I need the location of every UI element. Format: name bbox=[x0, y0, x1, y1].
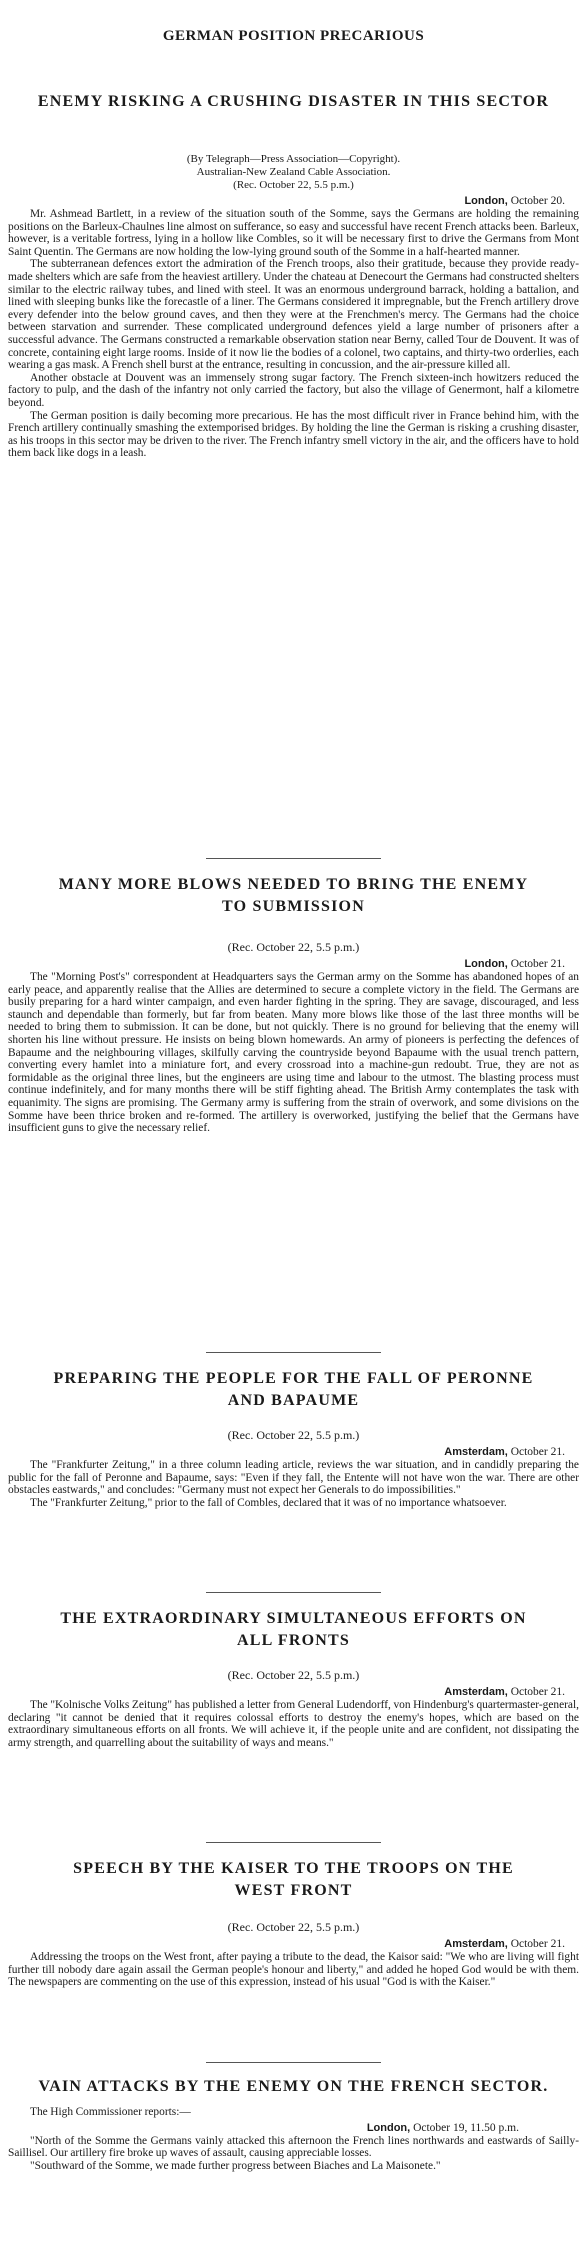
paragraph: "Southward of the Somme, we made further progress between Biaches and La Maisonete." bbox=[30, 2159, 441, 2172]
dateline-place: Amsterdam, bbox=[444, 1938, 508, 1950]
dateline-date: October 19, 11.50 p.m. bbox=[413, 2121, 519, 2134]
credit-line: (Rec. October 22, 5.5 p.m.) bbox=[233, 179, 354, 191]
section-divider bbox=[0, 1842, 587, 1843]
credit-block bbox=[8, 153, 579, 192]
divider-line bbox=[206, 1592, 381, 1593]
dateline-place: London, bbox=[464, 958, 508, 970]
dateline bbox=[8, 2121, 519, 2135]
headline-line: ALL FRONTS bbox=[237, 1632, 350, 1649]
paragraph: The German position is daily becoming more precarious. He has the most difficult river in France behind him, with the French artillery continually smashing the extemporised bridges. By holding the line the German is risking a crushing disaster, as his troops in this sector may be driven to the river. The French infantry smell victory in the air, and the officers have to hold them back like dogs in a leash. bbox=[8, 409, 579, 460]
paragraph: Mr. Ashmead Bartlett, in a review of the situation south of the Somme, says the Germans are holding the remaining positions on the Barleux-Chaulnes line almost on sufferance, so easy and successful have recent French attacks been. Barleux, however, is a veritable fortress, lying in a hollow like Combles, so it will be necessary first to drive the Germans from Mont Saint Quentin. The Germans are now holding the low-lying ground south of the Somme in a half-hearted manner. bbox=[8, 208, 579, 258]
dateline-place: Amsterdam, bbox=[444, 1686, 508, 1698]
dateline-date: October 21. bbox=[510, 1938, 565, 1950]
section-divider bbox=[0, 1352, 587, 1353]
article-headline: VAIN ATTACKS BY THE ENEMY ON THE FRENCH SECTOR. bbox=[38, 2078, 549, 2095]
article-headline bbox=[8, 1368, 579, 1412]
received-note: (Rec. October 22, 5.5 p.m.) bbox=[227, 940, 360, 954]
credit-line: Australian-New Zealand Cable Association. bbox=[196, 166, 391, 178]
article-many-more-blows bbox=[8, 874, 579, 1135]
headline-line: TO SUBMISSION bbox=[222, 898, 365, 915]
article-fall-of-peronne bbox=[8, 1368, 579, 1509]
paragraph: Another obstacle at Douvent was an immensely strong sugar factory. The French sixteen-inch howitzers reduced the factory to pulp, and the dash of the infantry not only carried the factory, but also the village of Genermont, half a kilometre beyond. bbox=[8, 371, 579, 409]
dateline bbox=[8, 194, 565, 208]
headline-line: PREPARING THE PEOPLE FOR THE FALL OF PERONNE bbox=[53, 1370, 534, 1387]
headline-line: MANY MORE BLOWS NEEDED TO BRING THE ENEMY bbox=[58, 876, 529, 893]
dateline-place: London, bbox=[464, 195, 508, 207]
received-note: (Rec. October 22, 5.5 p.m.) bbox=[227, 1428, 360, 1442]
dateline bbox=[8, 1445, 565, 1459]
dateline-place: London, bbox=[366, 2121, 411, 2134]
dateline bbox=[8, 957, 565, 971]
headline-line: THE EXTRAORDINARY SIMULTANEOUS EFFORTS ON bbox=[60, 1610, 527, 1627]
paragraph: The "Kolnische Volks Zeitung" has published a letter from General Ludendorff, von Hindenburg's quartermaster-general, declaring "it cannot be denied that it requires colossal efforts to destroy the enemy's hopes, which are based on the extraordinary simultaneous efforts on all fronts. We will achieve it, if the people unite and are confident, not dissipating the army strength, and quarrelling about the suitability of ways and means." bbox=[8, 1699, 579, 1749]
page-title: GERMAN POSITION PRECARIOUS bbox=[162, 28, 425, 44]
article-vain-attacks bbox=[8, 2076, 579, 2172]
paragraph: The subterranean defences extort the admiration of the French troops, also their gratitude, because they provide ready-made shelters which are safe from the heaviest artillery. Under the chateau at Denecourt the Germans had constructed shelters similar to the electric railway tubes, and lined with steel. It was an enormous underground barrack, holding a battalion, and lined with sleeping bunks like the forecastle of a liner. The Germans considered it impregnable, but the French artillery drove every defender into the below ground caves, and then they were at the Frenchmen's mercy. The Germans had the choice between starvation and surrender. These complicated underground defences yield a large number of prisoners after a successful advance. The Germans constructed a remarkable observation station near Berny, called Tour de Douvent. It was of concrete, containing eight large rooms. Inside of it now lie the bodies of a colonel, two captains, and thirty-two orderlies, each wearing a gas mask. A French shell burst at the entrance, resulting in concussion, and the air-pressure killed all. bbox=[8, 258, 579, 372]
section-divider bbox=[0, 1592, 587, 1593]
divider-line bbox=[206, 2062, 381, 2063]
received-note: (Rec. October 22, 5.5 p.m.) bbox=[227, 1920, 360, 1934]
dateline-date: October 21. bbox=[510, 1686, 565, 1698]
dateline bbox=[8, 1937, 565, 1951]
article-german-position bbox=[8, 28, 579, 460]
headline-line: AND BAPAUME bbox=[227, 1392, 360, 1409]
divider-line bbox=[206, 858, 381, 859]
divider-line bbox=[206, 1842, 381, 1843]
paragraph: The "Morning Post's" correspondent at Headquarters says the German army on the Somme has abandoned hopes of an early peace, and apparently realise that the Allies are determined to secure a complete victory in the field. The Germans are busily preparing for a hard winter campaign, and even harder fighting in the spring. They are savage, discouraged, and less staunch and dependable than formerly, but far from beaten. Many more blows like those of the last three months will be needed to bring them to submission. It can be done, but not quickly. There is no ground for believing that the enemy will shorten his line without pressure. He insists on being blown homewards. An army of pioneers is perfecting the defences of Bapaume and the neighbouring villages, skilfully carving the countryside beyond Bapaume with the usual trench pattern, converting every hamlet into a miniature fort, and every crossroad into a machine-gun redoubt. True, they are not as formidable as the original three lines, but the engineers are using time and labour to the utmost. The blasting process must continue indefinitely, and for many months there will be stiff fighting ahead. The British Army contemplates the task with equanimity. The signs are promising. The Germany army is suffering from the strain of overwork, and some divisions on the Somme have been thrice broken and re-formed. The artillery is overworked, justifying the belief that the Germans have insufficient guns to give the necessary relief. bbox=[8, 971, 579, 1135]
article-headline bbox=[8, 1608, 579, 1652]
section-divider bbox=[0, 2062, 587, 2063]
article-headline bbox=[8, 874, 579, 918]
section-divider bbox=[0, 858, 587, 859]
article-headline: ENEMY RISKING A CRUSHING DISASTER IN THIS SECTOR bbox=[37, 93, 550, 110]
dateline-date: October 21. bbox=[510, 1446, 565, 1458]
dateline bbox=[8, 1685, 565, 1699]
intro-line: The High Commissioner reports:— bbox=[30, 2106, 191, 2118]
headline-line: SPEECH BY THE KAISER TO THE TROOPS ON THE bbox=[73, 1860, 514, 1877]
dateline-date: October 21. bbox=[510, 958, 565, 970]
paragraph: "North of the Somme the Germans vainly attacked this afternoon the French lines northwards and eastwards of Sailly-Saillisel. Our artillery fire broke up waves of assault, causing appreciable losses. bbox=[8, 2134, 579, 2160]
paragraph: The "Frankfurter Zeitung," in a three column leading article, reviews the war situation, and in candidly preparing the public for the fall of Peronne and Bapaume, says: "Even if they fall, the Entente will not have won the war. There are other obstacles eastwards," and concludes: "Germany must not expect her Generals to do impossibilities." bbox=[8, 1459, 579, 1497]
credit-line: (By Telegraph—Press Association—Copyright). bbox=[186, 153, 401, 165]
dateline-place: Amsterdam, bbox=[444, 1446, 508, 1458]
paragraph: The "Frankfurter Zeitung," prior to the fall of Combles, declared that it was of no importance whatsoever. bbox=[30, 1496, 507, 1509]
received-note: (Rec. October 22, 5.5 p.m.) bbox=[227, 1668, 360, 1682]
article-simultaneous-efforts bbox=[8, 1608, 579, 1749]
headline-line: WEST FRONT bbox=[234, 1882, 353, 1899]
article-kaiser-speech bbox=[8, 1858, 579, 1989]
paragraph: Addressing the troops on the West front, after paying a tribute to the dead, the Kaisor said: "We who are living will fight further till nobody dare again assail the German people's honour and liberty," and added he hoped God would be with them. The newspapers are commenting on the use of this expression, instead of his usual "God is with the Kaiser." bbox=[8, 1951, 579, 1989]
article-headline bbox=[8, 1858, 579, 1902]
dateline-date: October 20. bbox=[510, 195, 565, 207]
divider-line bbox=[206, 1352, 381, 1353]
